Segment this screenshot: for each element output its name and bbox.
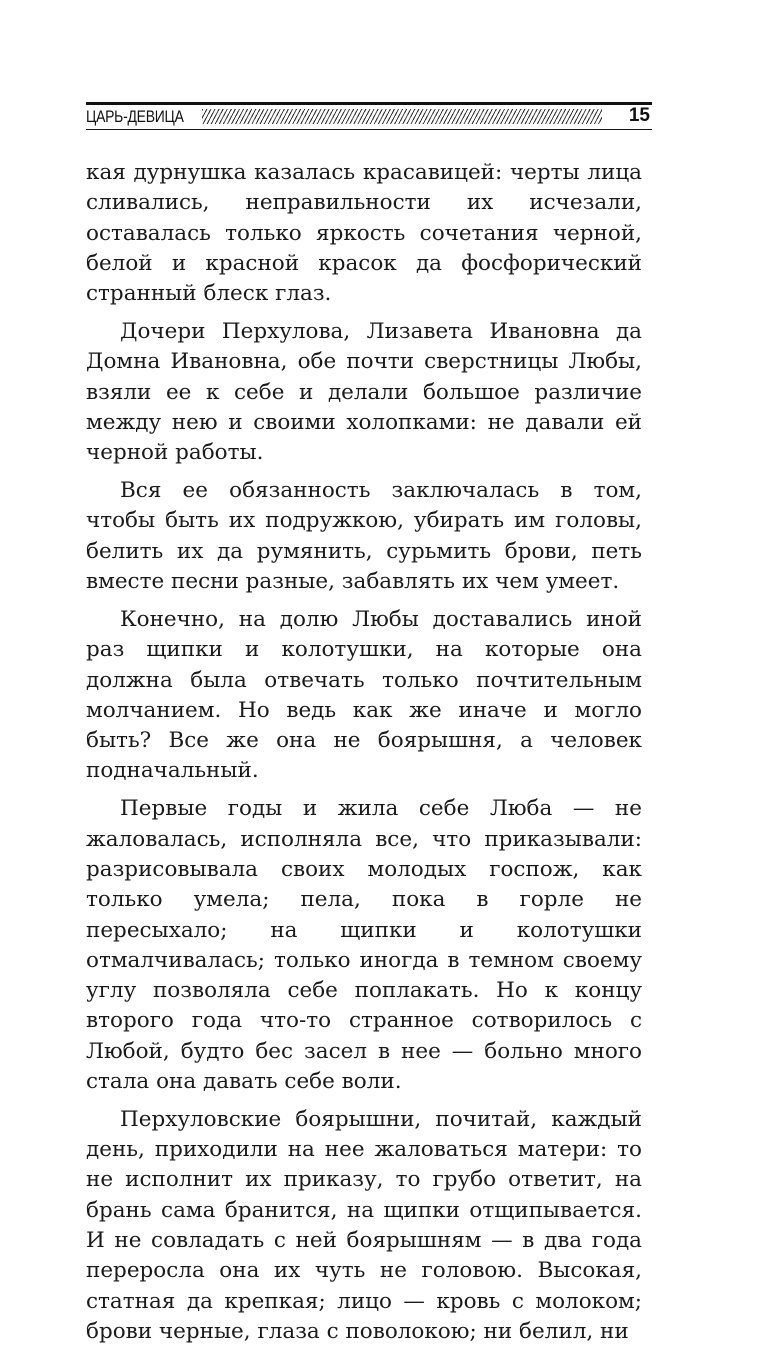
paragraph-3: Вся ее обязанность заключалась в том, чтобы быть их подружкою, убирать им головы, белить их да румянить, сурьмить брови, петь вместе песни разные, забавлять их чем умеет.: [86, 478, 642, 595]
running-header: [86, 96, 652, 130]
paragraph-5: Первые годы и жила себе Люба — не жаловалась, исполняла все, что приказывали: разрисовывала своих молодых госпож, как только умела; пела, пока в горле не пересыхало; на щипки и колотушки отмалчивалась; только иногда в темном своему углу позволяла себе поплакать. Но к концу второго года что-то странное сотворилось с Любой, будто бес засел в нее — больно много стала она давать себе воли.: [86, 796, 642, 1094]
header-bottom-rule: [86, 129, 652, 130]
header-top-rule: [86, 102, 652, 105]
running-title: ЦАРЬ-ДЕВИЦА: [86, 107, 184, 126]
paragraph-1: кая дурнушка казалась красавицей: черты лица сливались, неправильности их исчезали, оставалась только яркость сочетания черной, белой и красной красок да фосфорический странный блеск глаз.: [86, 160, 642, 307]
paragraph-2: Дочери Перхулова, Лизавета Ивановна да Домна Ивановна, обе почти сверстницы Любы, взяли ее к себе и делали большое различие между нею и своими холопками: не давали ей черной работы.: [86, 319, 642, 466]
paragraph-6: Перхуловские боярышни, почитай, каждый день, приходили на нее жаловаться матери: то не исполнит их приказу, то грубо ответит, на брань сама бранится, на щипки отщипывается. И не совладать с ней боярышням — в два года переросла она их чуть не головою. Высокая, статная да крепкая; лицо — кровь с молоком; брови черные, глаза с поволокою; ни белил, ни: [86, 1106, 642, 1344]
page-number: 15: [628, 105, 650, 126]
header-hatch-ornament: [202, 109, 602, 124]
paragraph-4: Конечно, на долю Любы доставались иной раз щипки и колотушки, на которые она должна была отвечать только почтительным молчанием. Но ведь как же иначе и могло быть? Все же она не боярышня, а человек подначальный.: [86, 606, 642, 784]
body-text: [86, 158, 642, 1355]
